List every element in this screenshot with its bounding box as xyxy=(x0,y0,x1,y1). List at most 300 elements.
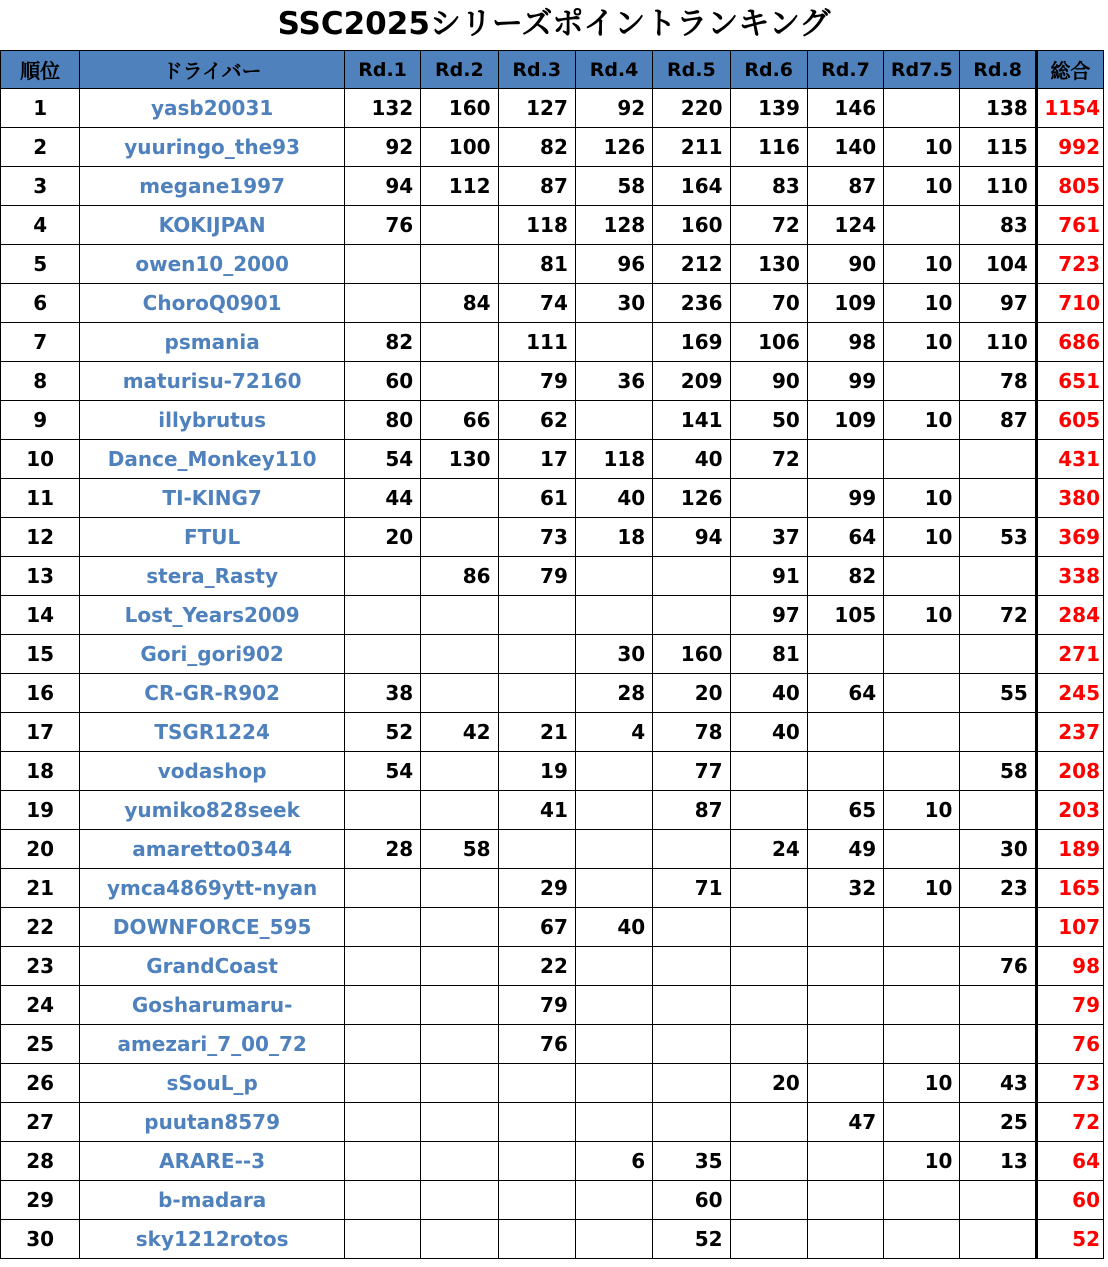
score-cell xyxy=(807,1025,883,1064)
rank-cell: 3 xyxy=(1,167,80,206)
score-cell xyxy=(807,713,883,752)
table-row xyxy=(1,908,1104,947)
score-cell xyxy=(730,986,807,1025)
score-cell xyxy=(575,596,652,635)
score-cell: 4 xyxy=(575,713,652,752)
score-cell: 126 xyxy=(575,128,652,167)
rank-cell: 12 xyxy=(1,518,80,557)
score-cell: 81 xyxy=(498,245,575,284)
driver-cell: Gosharumaru- xyxy=(80,986,345,1025)
driver-cell: amezari_7_00_72 xyxy=(80,1025,345,1064)
score-cell xyxy=(421,362,498,401)
score-cell: 87 xyxy=(498,167,575,206)
score-cell xyxy=(884,713,960,752)
table-row xyxy=(1,1064,1104,1103)
driver-cell: puutan8579 xyxy=(80,1103,345,1142)
score-cell xyxy=(807,635,883,674)
driver-cell: yasb20031 xyxy=(80,89,345,128)
score-cell: 92 xyxy=(344,128,420,167)
score-cell: 23 xyxy=(960,869,1036,908)
score-cell xyxy=(498,1220,575,1259)
score-cell xyxy=(960,713,1036,752)
score-cell xyxy=(575,752,652,791)
score-cell xyxy=(730,908,807,947)
score-cell xyxy=(575,1103,652,1142)
driver-cell: Gori_gori902 xyxy=(80,635,345,674)
score-cell: 10 xyxy=(884,128,960,167)
score-cell: 10 xyxy=(884,518,960,557)
driver-cell: b-madara xyxy=(80,1181,345,1220)
score-cell xyxy=(421,674,498,713)
score-cell xyxy=(421,752,498,791)
score-cell: 82 xyxy=(344,323,420,362)
score-cell: 10 xyxy=(884,245,960,284)
table-row xyxy=(1,986,1104,1025)
table-row xyxy=(1,518,1104,557)
score-cell: 79 xyxy=(498,557,575,596)
score-cell xyxy=(575,791,652,830)
driver-cell: TSGR1224 xyxy=(80,713,345,752)
score-cell: 138 xyxy=(960,89,1036,128)
score-cell: 160 xyxy=(421,89,498,128)
score-cell xyxy=(730,791,807,830)
score-cell: 73 xyxy=(498,518,575,557)
score-cell: 83 xyxy=(730,167,807,206)
score-cell: 109 xyxy=(807,284,883,323)
score-cell xyxy=(960,557,1036,596)
score-cell xyxy=(884,206,960,245)
score-cell xyxy=(344,908,420,947)
score-cell: 22 xyxy=(498,947,575,986)
score-cell: 62 xyxy=(498,401,575,440)
score-cell: 97 xyxy=(960,284,1036,323)
score-cell xyxy=(730,1142,807,1181)
score-cell xyxy=(960,479,1036,518)
score-cell xyxy=(344,557,420,596)
score-cell: 36 xyxy=(575,362,652,401)
score-cell: 43 xyxy=(960,1064,1036,1103)
driver-cell: DOWNFORCE_595 xyxy=(80,908,345,947)
score-cell: 169 xyxy=(653,323,730,362)
score-cell: 94 xyxy=(653,518,730,557)
table-row xyxy=(1,362,1104,401)
total-cell: 710 xyxy=(1036,284,1103,323)
score-cell xyxy=(421,596,498,635)
score-cell: 236 xyxy=(653,284,730,323)
score-cell: 146 xyxy=(807,89,883,128)
score-cell: 17 xyxy=(498,440,575,479)
score-cell: 65 xyxy=(807,791,883,830)
header-rd5: Rd.5 xyxy=(653,51,730,89)
score-cell xyxy=(807,1064,883,1103)
score-cell: 139 xyxy=(730,89,807,128)
driver-cell: ChoroQ0901 xyxy=(80,284,345,323)
header-rd2: Rd.2 xyxy=(421,51,498,89)
score-cell: 140 xyxy=(807,128,883,167)
score-cell: 87 xyxy=(960,401,1036,440)
driver-cell: illybrutus xyxy=(80,401,345,440)
score-cell: 160 xyxy=(653,206,730,245)
score-cell: 118 xyxy=(575,440,652,479)
score-cell: 94 xyxy=(344,167,420,206)
score-cell xyxy=(421,947,498,986)
score-cell xyxy=(884,752,960,791)
score-cell: 32 xyxy=(807,869,883,908)
score-cell: 79 xyxy=(498,986,575,1025)
rank-cell: 14 xyxy=(1,596,80,635)
score-cell xyxy=(344,245,420,284)
score-cell: 28 xyxy=(344,830,420,869)
score-cell: 70 xyxy=(730,284,807,323)
rank-cell: 28 xyxy=(1,1142,80,1181)
rank-cell: 22 xyxy=(1,908,80,947)
score-cell: 126 xyxy=(653,479,730,518)
total-cell: 723 xyxy=(1036,245,1103,284)
score-cell xyxy=(421,986,498,1025)
score-cell: 110 xyxy=(960,323,1036,362)
score-cell: 10 xyxy=(884,323,960,362)
total-cell: 605 xyxy=(1036,401,1103,440)
score-cell xyxy=(498,1103,575,1142)
score-cell xyxy=(575,1181,652,1220)
rank-cell: 19 xyxy=(1,791,80,830)
score-cell: 10 xyxy=(884,869,960,908)
score-cell xyxy=(575,1064,652,1103)
score-cell xyxy=(575,869,652,908)
score-cell xyxy=(344,791,420,830)
total-cell: 60 xyxy=(1036,1181,1103,1220)
driver-cell: FTUL xyxy=(80,518,345,557)
score-cell xyxy=(730,1181,807,1220)
header-rd3: Rd.3 xyxy=(498,51,575,89)
score-cell: 124 xyxy=(807,206,883,245)
score-cell xyxy=(653,1064,730,1103)
score-cell: 10 xyxy=(884,479,960,518)
score-cell: 40 xyxy=(575,479,652,518)
score-cell: 83 xyxy=(960,206,1036,245)
score-cell xyxy=(960,986,1036,1025)
score-cell xyxy=(421,791,498,830)
score-cell xyxy=(498,596,575,635)
score-cell: 64 xyxy=(807,674,883,713)
rank-cell: 5 xyxy=(1,245,80,284)
score-cell: 41 xyxy=(498,791,575,830)
score-cell: 109 xyxy=(807,401,883,440)
driver-cell: stera_Rasty xyxy=(80,557,345,596)
score-cell xyxy=(730,752,807,791)
score-cell: 24 xyxy=(730,830,807,869)
score-cell xyxy=(498,1181,575,1220)
page-title: SSC2025シリーズポイントランキング xyxy=(277,6,831,42)
score-cell: 96 xyxy=(575,245,652,284)
score-cell xyxy=(344,284,420,323)
total-cell: 1154 xyxy=(1036,89,1103,128)
score-cell xyxy=(807,908,883,947)
score-cell: 141 xyxy=(653,401,730,440)
score-cell: 60 xyxy=(653,1181,730,1220)
score-cell xyxy=(884,1103,960,1142)
score-cell xyxy=(960,791,1036,830)
score-cell: 132 xyxy=(344,89,420,128)
table-row xyxy=(1,440,1104,479)
rank-cell: 20 xyxy=(1,830,80,869)
score-cell xyxy=(498,1064,575,1103)
score-cell: 40 xyxy=(653,440,730,479)
score-cell: 74 xyxy=(498,284,575,323)
table-row xyxy=(1,401,1104,440)
score-cell xyxy=(498,635,575,674)
score-cell: 128 xyxy=(575,206,652,245)
table-row xyxy=(1,635,1104,674)
score-cell: 111 xyxy=(498,323,575,362)
total-cell: 237 xyxy=(1036,713,1103,752)
score-cell: 30 xyxy=(575,284,652,323)
score-cell: 90 xyxy=(807,245,883,284)
rank-cell: 29 xyxy=(1,1181,80,1220)
score-cell: 118 xyxy=(498,206,575,245)
score-cell xyxy=(884,89,960,128)
total-cell: 76 xyxy=(1036,1025,1103,1064)
rank-cell: 1 xyxy=(1,89,80,128)
total-cell: 98 xyxy=(1036,947,1103,986)
score-cell xyxy=(421,635,498,674)
score-cell xyxy=(421,869,498,908)
rank-cell: 17 xyxy=(1,713,80,752)
score-cell xyxy=(653,596,730,635)
score-cell xyxy=(807,1142,883,1181)
score-cell: 211 xyxy=(653,128,730,167)
score-cell xyxy=(344,596,420,635)
header-rank: 順位 xyxy=(1,51,80,89)
score-cell: 60 xyxy=(344,362,420,401)
header-rd1: Rd.1 xyxy=(344,51,420,89)
table-row xyxy=(1,596,1104,635)
score-cell xyxy=(344,1064,420,1103)
score-cell: 6 xyxy=(575,1142,652,1181)
rank-cell: 4 xyxy=(1,206,80,245)
score-cell: 20 xyxy=(344,518,420,557)
score-cell xyxy=(884,830,960,869)
score-cell xyxy=(421,1064,498,1103)
score-cell: 105 xyxy=(807,596,883,635)
score-cell xyxy=(575,557,652,596)
score-cell xyxy=(884,1220,960,1259)
score-cell: 116 xyxy=(730,128,807,167)
score-cell xyxy=(884,674,960,713)
score-cell xyxy=(807,1220,883,1259)
rank-cell: 27 xyxy=(1,1103,80,1142)
score-cell: 80 xyxy=(344,401,420,440)
score-cell xyxy=(730,869,807,908)
header-rd8: Rd.8 xyxy=(960,51,1036,89)
score-cell: 58 xyxy=(575,167,652,206)
score-cell: 79 xyxy=(498,362,575,401)
driver-cell: yumiko828seek xyxy=(80,791,345,830)
score-cell: 13 xyxy=(960,1142,1036,1181)
score-cell xyxy=(421,908,498,947)
score-cell xyxy=(421,323,498,362)
score-cell: 90 xyxy=(730,362,807,401)
score-cell: 58 xyxy=(421,830,498,869)
score-cell xyxy=(653,1103,730,1142)
score-cell xyxy=(344,1025,420,1064)
total-cell: 107 xyxy=(1036,908,1103,947)
score-cell xyxy=(421,1103,498,1142)
score-cell xyxy=(344,1181,420,1220)
score-cell: 54 xyxy=(344,752,420,791)
table-row xyxy=(1,128,1104,167)
rank-cell: 18 xyxy=(1,752,80,791)
score-cell xyxy=(344,635,420,674)
score-cell: 76 xyxy=(960,947,1036,986)
score-cell: 55 xyxy=(960,674,1036,713)
driver-cell: amaretto0344 xyxy=(80,830,345,869)
table-row xyxy=(1,1220,1104,1259)
score-cell xyxy=(807,752,883,791)
table-row xyxy=(1,869,1104,908)
score-cell xyxy=(730,1220,807,1259)
score-cell xyxy=(344,947,420,986)
score-cell xyxy=(653,557,730,596)
score-cell: 86 xyxy=(421,557,498,596)
score-cell: 72 xyxy=(730,206,807,245)
score-cell xyxy=(653,986,730,1025)
score-cell: 71 xyxy=(653,869,730,908)
score-cell: 52 xyxy=(344,713,420,752)
total-cell: 72 xyxy=(1036,1103,1103,1142)
score-cell: 19 xyxy=(498,752,575,791)
score-cell: 25 xyxy=(960,1103,1036,1142)
score-cell xyxy=(421,518,498,557)
table-row xyxy=(1,1142,1104,1181)
score-cell: 78 xyxy=(653,713,730,752)
rank-cell: 6 xyxy=(1,284,80,323)
score-cell xyxy=(344,986,420,1025)
score-cell: 82 xyxy=(807,557,883,596)
score-cell xyxy=(730,479,807,518)
score-cell: 112 xyxy=(421,167,498,206)
rank-cell: 24 xyxy=(1,986,80,1025)
score-cell: 42 xyxy=(421,713,498,752)
rank-cell: 2 xyxy=(1,128,80,167)
score-cell: 10 xyxy=(884,284,960,323)
rank-cell: 7 xyxy=(1,323,80,362)
score-cell xyxy=(730,1025,807,1064)
score-cell xyxy=(884,1025,960,1064)
score-cell: 97 xyxy=(730,596,807,635)
score-cell: 29 xyxy=(498,869,575,908)
driver-cell: megane1997 xyxy=(80,167,345,206)
driver-cell: vodashop xyxy=(80,752,345,791)
table-row xyxy=(1,206,1104,245)
score-cell: 99 xyxy=(807,479,883,518)
header-rd7: Rd.7 xyxy=(807,51,883,89)
total-cell: 369 xyxy=(1036,518,1103,557)
score-cell xyxy=(960,1181,1036,1220)
score-cell xyxy=(575,1220,652,1259)
score-cell: 115 xyxy=(960,128,1036,167)
score-cell: 50 xyxy=(730,401,807,440)
total-cell: 992 xyxy=(1036,128,1103,167)
score-cell: 91 xyxy=(730,557,807,596)
score-cell xyxy=(960,635,1036,674)
total-cell: 431 xyxy=(1036,440,1103,479)
total-cell: 245 xyxy=(1036,674,1103,713)
total-cell: 338 xyxy=(1036,557,1103,596)
score-cell: 37 xyxy=(730,518,807,557)
total-cell: 203 xyxy=(1036,791,1103,830)
table-row xyxy=(1,167,1104,206)
score-cell: 87 xyxy=(807,167,883,206)
score-cell: 82 xyxy=(498,128,575,167)
score-cell xyxy=(653,1025,730,1064)
score-cell: 100 xyxy=(421,128,498,167)
score-cell xyxy=(807,947,883,986)
rank-cell: 13 xyxy=(1,557,80,596)
total-cell: 189 xyxy=(1036,830,1103,869)
score-cell: 110 xyxy=(960,167,1036,206)
rank-cell: 9 xyxy=(1,401,80,440)
score-cell xyxy=(421,479,498,518)
score-cell xyxy=(884,440,960,479)
score-cell xyxy=(575,401,652,440)
rank-cell: 16 xyxy=(1,674,80,713)
driver-cell: sSouL_p xyxy=(80,1064,345,1103)
score-cell: 10 xyxy=(884,167,960,206)
score-cell: 98 xyxy=(807,323,883,362)
score-cell xyxy=(884,947,960,986)
score-cell: 160 xyxy=(653,635,730,674)
rank-cell: 30 xyxy=(1,1220,80,1259)
table-row xyxy=(1,557,1104,596)
score-cell: 81 xyxy=(730,635,807,674)
score-cell: 54 xyxy=(344,440,420,479)
table-row xyxy=(1,1025,1104,1064)
score-cell xyxy=(653,908,730,947)
score-cell xyxy=(807,440,883,479)
table-row xyxy=(1,245,1104,284)
header-rd4: Rd.4 xyxy=(575,51,652,89)
score-cell: 130 xyxy=(421,440,498,479)
score-cell: 28 xyxy=(575,674,652,713)
rank-cell: 15 xyxy=(1,635,80,674)
rank-cell: 10 xyxy=(1,440,80,479)
score-cell xyxy=(344,869,420,908)
score-cell xyxy=(421,1181,498,1220)
score-cell: 58 xyxy=(960,752,1036,791)
score-cell: 53 xyxy=(960,518,1036,557)
total-cell: 165 xyxy=(1036,869,1103,908)
score-cell xyxy=(884,908,960,947)
score-cell: 10 xyxy=(884,596,960,635)
score-cell xyxy=(575,947,652,986)
driver-cell: Dance_Monkey110 xyxy=(80,440,345,479)
score-cell: 44 xyxy=(344,479,420,518)
score-cell xyxy=(344,1142,420,1181)
score-cell xyxy=(807,1181,883,1220)
score-cell: 76 xyxy=(498,1025,575,1064)
rank-cell: 23 xyxy=(1,947,80,986)
driver-cell: owen10_2000 xyxy=(80,245,345,284)
score-cell xyxy=(575,323,652,362)
score-cell xyxy=(421,206,498,245)
score-cell: 30 xyxy=(575,635,652,674)
driver-cell: yuuringo_the93 xyxy=(80,128,345,167)
score-cell: 10 xyxy=(884,401,960,440)
score-cell: 40 xyxy=(730,713,807,752)
header-driver: ドライバー xyxy=(80,51,345,89)
ranking-table xyxy=(0,50,1104,1259)
